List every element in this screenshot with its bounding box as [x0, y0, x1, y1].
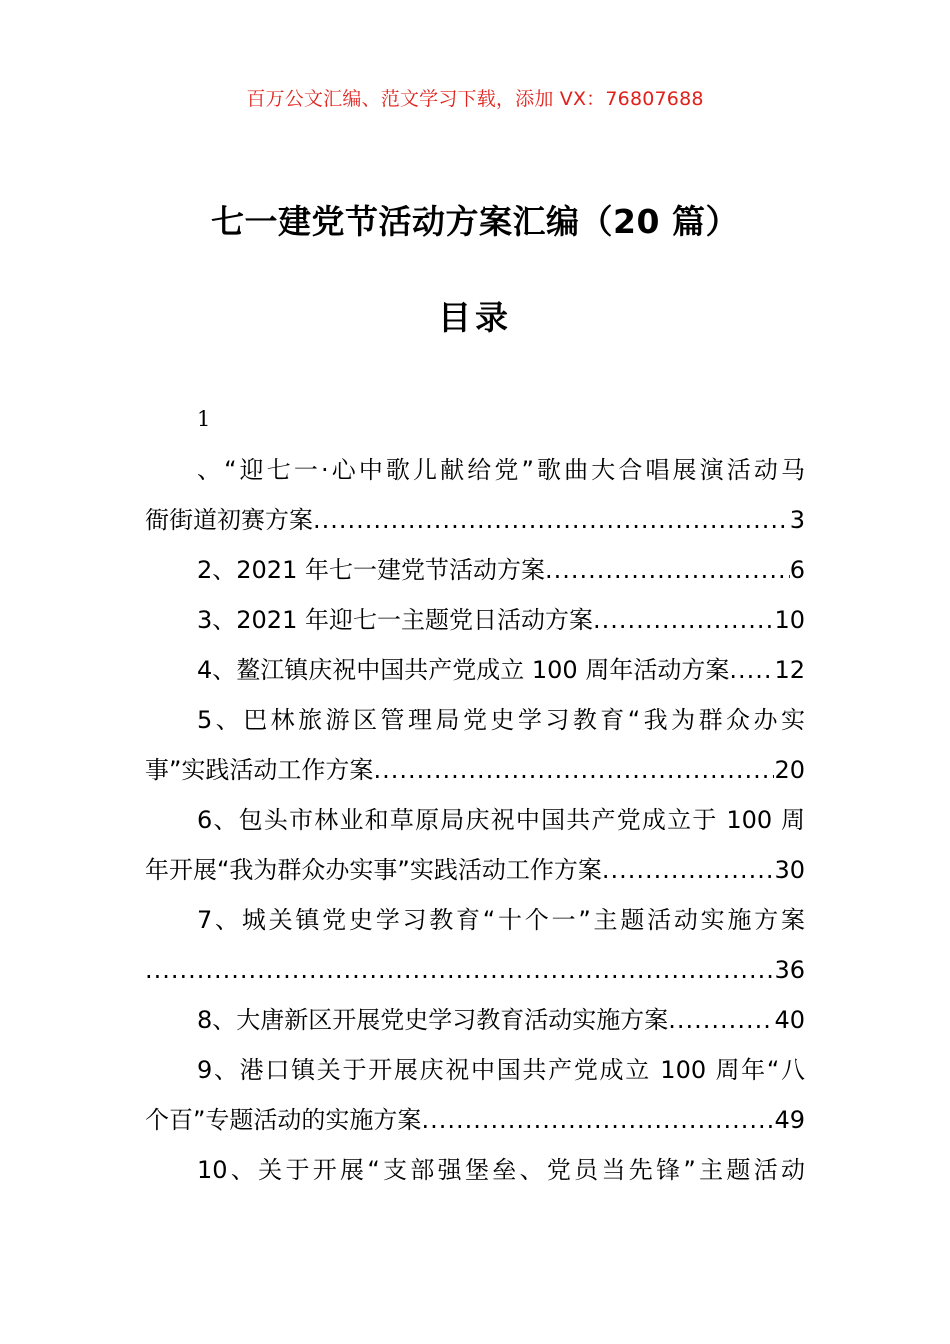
- toc-line-text: 8、大唐新区开展党史学习教育活动实施方案: [197, 1006, 669, 1034]
- toc-line[interactable]: [145, 695, 805, 745]
- toc-line-text: 年开展“我为群众办实事”实践活动工作方案: [145, 856, 602, 884]
- toc-line[interactable]: [145, 845, 805, 895]
- toc-leader-dots: [145, 945, 774, 995]
- toc-line-text: 、“迎七一·心中歌儿献给党”歌曲大合唱展演活动马: [197, 456, 805, 484]
- toc-line[interactable]: [145, 445, 805, 495]
- toc-leader-dots: [602, 845, 775, 895]
- toc-line[interactable]: [145, 745, 805, 795]
- toc-orphan-number: 1: [197, 407, 211, 431]
- header-note: 百万公文汇编、范文学习下载，添加 VX：76807688: [246, 88, 704, 110]
- toc-line-text: 3、2021 年迎七一主题党日活动方案: [197, 606, 593, 634]
- toc-line-text: 个百”专题活动的实施方案: [145, 1106, 422, 1134]
- toc-line[interactable]: [145, 895, 805, 945]
- toc-line[interactable]: [145, 1045, 805, 1095]
- toc-leader-dots: [421, 1095, 774, 1145]
- toc-page-number: 40: [774, 1006, 805, 1034]
- table-of-contents: [145, 395, 805, 1195]
- toc-line[interactable]: [145, 595, 805, 645]
- toc-heading: 目录: [438, 298, 512, 337]
- toc-page-number: 36: [774, 956, 805, 984]
- toc-line[interactable]: [145, 645, 805, 695]
- toc-page-number: 3: [789, 506, 805, 534]
- toc-page-number: 10: [774, 606, 805, 634]
- toc-line[interactable]: [145, 1095, 805, 1145]
- toc-line-text: 2、2021 年七一建党节活动方案: [197, 556, 545, 584]
- toc-line-text: 10、关于开展“支部强堡垒、党员当先锋”主题活动: [197, 1156, 805, 1184]
- toc-page-number: 20: [774, 756, 805, 784]
- toc-page-number: 6: [789, 556, 805, 584]
- document-title: 七一建党节活动方案汇编（20 篇）: [211, 202, 739, 241]
- toc-line-text: 6、包头市林业和草原局庆祝中国共产党成立于 100 周: [197, 806, 805, 834]
- toc-leader-dots: [545, 545, 790, 595]
- toc-line[interactable]: [145, 995, 805, 1045]
- toc-leader-dots: [729, 645, 774, 695]
- toc-line[interactable]: [145, 795, 805, 845]
- toc-line[interactable]: [145, 545, 805, 595]
- toc-line-text: 事”实践活动工作方案: [145, 756, 374, 784]
- toc-leader-dots: [593, 595, 774, 645]
- toc-line[interactable]: [145, 1145, 805, 1195]
- toc-page-number: 12: [774, 656, 805, 684]
- toc-line[interactable]: [145, 945, 805, 995]
- toc-line-text: 7、城关镇党史学习教育“十个一”主题活动实施方案: [197, 906, 805, 934]
- toc-line[interactable]: [145, 495, 805, 545]
- toc-line-text: 4、鳌江镇庆祝中国共产党成立 100 周年活动方案: [197, 656, 730, 684]
- toc-line-text: 9、港口镇关于开展庆祝中国共产党成立 100 周年“八: [197, 1056, 805, 1084]
- toc-page-number: 30: [774, 856, 805, 884]
- toc-line-text: 衙街道初赛方案: [145, 506, 313, 534]
- toc-leader-dots: [373, 745, 774, 795]
- toc-leader-dots: [313, 495, 790, 545]
- toc-line-text: 5、巴林旅游区管理局党史学习教育“我为群众办实: [197, 706, 805, 734]
- toc-leader-dots: [668, 995, 774, 1045]
- toc-page-number: 49: [774, 1106, 805, 1134]
